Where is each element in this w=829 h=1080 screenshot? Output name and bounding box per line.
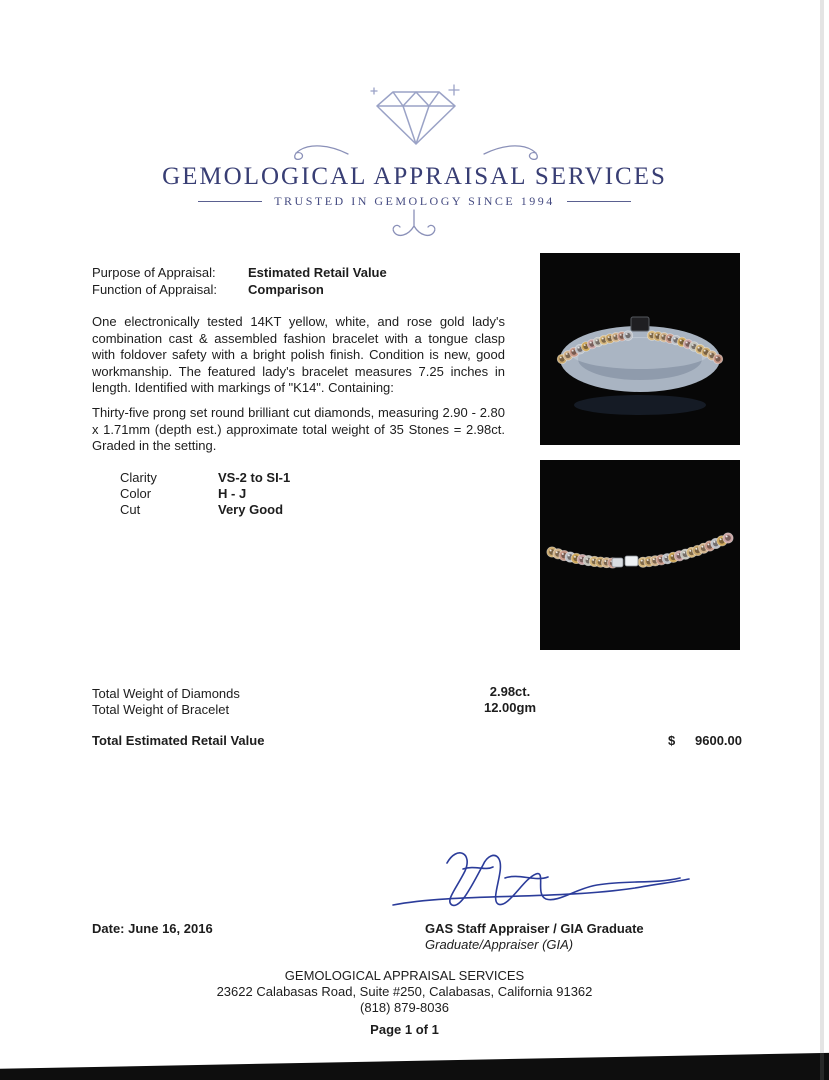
- bracelet-photo-1-graphic: [540, 253, 740, 445]
- function-label: Function of Appraisal:: [92, 282, 218, 297]
- diamond-logo-icon: [370, 84, 462, 150]
- cut-label: Cut: [120, 502, 141, 517]
- purpose-value: Estimated Retail Value: [248, 265, 387, 280]
- purpose-label: Purpose of Appraisal:: [92, 265, 216, 280]
- scan-edge-bottom: [0, 1052, 829, 1080]
- retail-value-label: Total Estimated Retail Value: [92, 733, 265, 748]
- weight-diamonds-label: Total Weight of Diamonds: [92, 686, 240, 701]
- function-row: [92, 282, 324, 299]
- right-flourish-icon: [482, 140, 544, 162]
- cut-value: Very Good: [218, 502, 284, 517]
- bracelet-photo-2-graphic: [540, 460, 740, 650]
- left-flourish-icon: [288, 140, 350, 162]
- appraiser-signature: [385, 843, 705, 923]
- bottom-ornament-icon: [388, 208, 440, 242]
- retail-currency: $: [668, 733, 676, 748]
- tagline: TRUSTED IN GEMOLOGY SINCE 1994: [274, 194, 555, 208]
- color-label: Color: [120, 486, 152, 501]
- item-description: One electronically tested 14KT yellow, white, and rose gold lady's combination cast & assembled fashion bracelet with a tongue clasp with foldover safety with a bright polish finish. Condition is new, good workmanship. The featured lady's bracelet measures 7.25 inches in length. Identified with markings of "K14". Containing:: [92, 314, 505, 395]
- weight-diamonds-value: 2.98ct.: [489, 684, 531, 699]
- purpose-row: [92, 265, 387, 282]
- clarity-label: Clarity: [120, 470, 157, 485]
- grade-row-color: [120, 486, 246, 503]
- scan-edge-right: [820, 0, 824, 1080]
- appraiser-title: GAS Staff Appraiser / GIA Graduate: [425, 921, 644, 936]
- weight-bracelet-label: Total Weight of Bracelet: [92, 702, 230, 717]
- bracelet-photo-on-stand: [540, 253, 740, 445]
- weight-bracelet-value: 12.00gm: [483, 700, 537, 715]
- footer-address: 23622 Calabasas Road, Suite #250, Calabasas, California 91362: [216, 984, 593, 999]
- tagline-left-rule: [198, 201, 262, 202]
- brand-name: GEMOLOGICAL APPRAISAL SERVICES: [162, 163, 667, 190]
- function-value: Comparison: [248, 282, 324, 297]
- color-value: H - J: [218, 486, 247, 501]
- grade-row-clarity: [120, 470, 290, 487]
- footer-phone: (818) 879-8036: [360, 1000, 449, 1015]
- bracelet-photo-flat: [540, 460, 740, 650]
- appraiser-subtitle: Graduate/Appraiser (GIA): [425, 937, 574, 952]
- page-number: Page 1 of 1: [370, 1022, 439, 1037]
- appraisal-date: Date: June 16, 2016: [92, 921, 213, 936]
- clarity-value: VS-2 to SI-1: [218, 470, 291, 485]
- tagline-row: [0, 194, 829, 209]
- grade-row-cut: [120, 502, 283, 519]
- tagline-right-rule: [567, 201, 631, 202]
- retail-value: 9600.00: [695, 733, 742, 748]
- diamond-description: Thirty-five prong set round brilliant cut diamonds, measuring 2.90 - 2.80 x 1.71mm (depth est.) approximate total weight of 35 Stones = 2.98ct. Graded in the setting.: [92, 405, 505, 453]
- footer-company: GEMOLOGICAL APPRAISAL SERVICES: [284, 968, 525, 983]
